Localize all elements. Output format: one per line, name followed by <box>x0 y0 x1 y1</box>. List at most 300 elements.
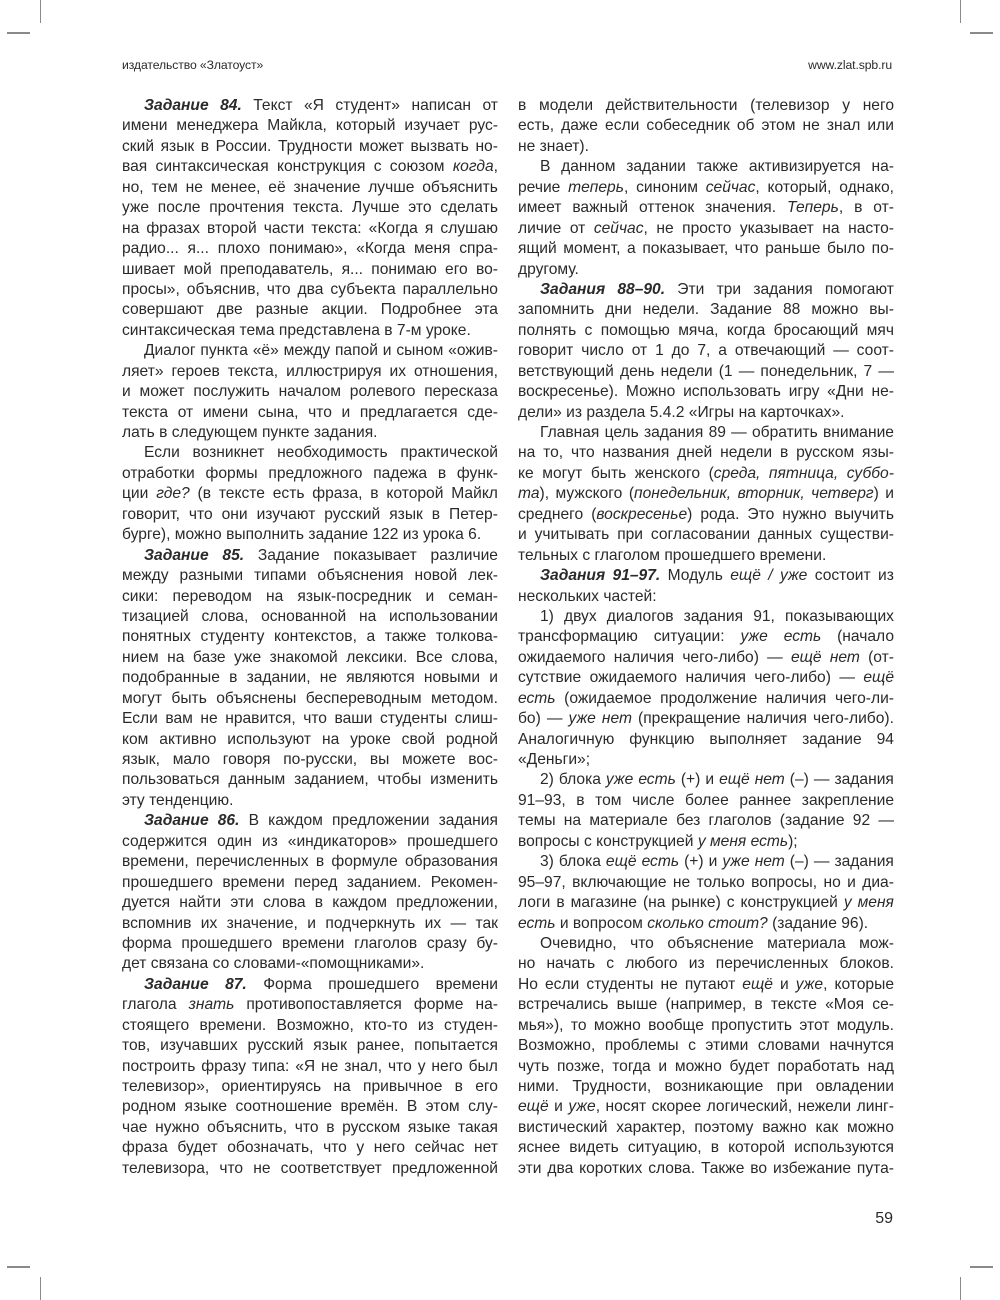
word <box>829 1036 894 1056</box>
body-text: — <box>450 914 467 932</box>
body-text: но <box>518 955 536 973</box>
body-text: игру <box>788 383 820 401</box>
emphasized-text: нет <box>601 710 632 728</box>
word <box>451 914 467 934</box>
body-text: 7-м <box>396 321 422 339</box>
word <box>346 668 414 688</box>
word <box>667 934 753 954</box>
body-text: можно <box>811 301 859 319</box>
text-line <box>122 975 498 995</box>
body-text: материала <box>767 934 846 952</box>
text-line <box>518 96 894 116</box>
word <box>802 791 894 811</box>
body-text: день <box>619 362 655 380</box>
word <box>122 403 168 423</box>
emphasized-text: есть <box>518 914 556 932</box>
body-text: студен- <box>444 1016 498 1034</box>
emphasized-text: нет <box>754 853 785 871</box>
body-text: Эти <box>677 280 705 298</box>
body-text: прошедшего <box>181 934 273 952</box>
body-text: просы», <box>122 280 180 298</box>
body-text: уже <box>234 648 262 666</box>
body-text: вызвать <box>410 137 469 155</box>
body-text: тов, <box>122 1037 151 1055</box>
body-text: я... <box>187 240 209 258</box>
publisher-name: издательство «Златоуст» <box>122 58 264 72</box>
word <box>518 1159 541 1179</box>
word <box>322 300 368 320</box>
body-text: можно <box>593 1016 641 1034</box>
word <box>518 116 554 136</box>
word <box>253 341 279 361</box>
word <box>518 239 557 259</box>
body-text: родном <box>122 1098 177 1116</box>
text-line <box>122 934 498 954</box>
body-text: на- <box>871 158 894 176</box>
word <box>518 219 561 239</box>
body-text: радио... <box>122 240 179 258</box>
body-text: времени. <box>199 1016 267 1034</box>
body-text: наличия <box>613 648 675 666</box>
word <box>767 648 783 668</box>
word <box>518 587 599 607</box>
body-text: стоящего <box>122 1016 190 1034</box>
word <box>518 750 590 770</box>
word <box>540 137 589 157</box>
word <box>468 525 481 545</box>
word <box>867 321 894 341</box>
word <box>685 975 735 995</box>
body-text: сыном <box>396 342 444 360</box>
word <box>315 893 323 913</box>
text-line <box>518 689 894 709</box>
word <box>518 1138 560 1158</box>
word <box>211 178 261 198</box>
word <box>518 341 573 361</box>
body-text: Главная <box>540 424 600 441</box>
word <box>298 280 324 300</box>
word <box>837 1016 894 1036</box>
body-text: язык-посредник <box>297 587 412 605</box>
word <box>230 893 253 913</box>
word <box>122 995 177 1015</box>
word <box>760 403 844 423</box>
word <box>424 668 480 688</box>
word <box>857 1097 894 1117</box>
word <box>717 280 742 300</box>
text-line <box>122 546 498 566</box>
word <box>755 852 785 872</box>
word <box>650 403 685 423</box>
body-text: будет <box>177 1139 218 1157</box>
word <box>262 832 278 852</box>
body-text: В <box>406 1098 418 1116</box>
body-text: и <box>847 873 856 891</box>
body-text: более <box>685 791 729 809</box>
body-text: синоним <box>636 178 698 196</box>
body-text: ); <box>788 832 798 850</box>
body-text: 1 <box>655 342 664 360</box>
body-text: вая <box>122 158 148 176</box>
body-text: «Я <box>303 97 324 114</box>
word <box>697 157 739 177</box>
word <box>357 1036 405 1056</box>
word <box>689 403 734 423</box>
body-text: из <box>688 955 705 973</box>
body-text: лексики. <box>346 648 408 666</box>
word <box>269 239 348 259</box>
word <box>518 668 581 688</box>
word <box>572 873 666 893</box>
emphasized-text: среда, <box>713 464 761 482</box>
body-text: ) <box>873 485 879 503</box>
body-text: необходимость <box>277 444 388 462</box>
body-text: модели <box>538 97 594 114</box>
word <box>635 464 700 484</box>
word <box>193 648 226 668</box>
body-text: запомнить <box>518 301 595 319</box>
word <box>834 770 893 790</box>
body-text: , <box>755 178 760 196</box>
body-text: вы <box>369 751 390 768</box>
word <box>122 607 189 627</box>
body-text: бо) <box>518 710 541 728</box>
body-text: использовать <box>683 383 781 401</box>
text-line <box>518 403 894 423</box>
word <box>625 954 677 974</box>
word <box>122 791 145 811</box>
body-text: конструкцией <box>740 894 838 912</box>
body-text: и <box>708 853 718 871</box>
body-text: лучше <box>368 178 415 196</box>
word <box>556 893 564 913</box>
word <box>518 403 562 423</box>
text-line <box>122 116 498 136</box>
word <box>122 648 159 668</box>
body-text: только <box>696 873 745 891</box>
text-line <box>122 770 498 790</box>
word <box>847 873 856 893</box>
word <box>728 1138 785 1158</box>
text-line <box>122 525 498 545</box>
text-line <box>122 484 498 504</box>
body-text: (в <box>197 485 211 503</box>
word <box>219 1159 243 1179</box>
body-text: пропустить <box>711 1016 793 1034</box>
body-text: что <box>388 1057 412 1075</box>
body-text: активизируется <box>748 158 861 176</box>
body-text: дуется <box>122 894 171 912</box>
body-text: нежели <box>797 1098 852 1116</box>
body-text: на <box>321 730 340 748</box>
word <box>392 1159 498 1179</box>
text-line <box>122 832 498 852</box>
body-text: воскресенье). <box>518 383 619 401</box>
text-line <box>518 975 894 995</box>
body-text: вопросы <box>518 832 580 850</box>
body-text: во- <box>475 260 498 278</box>
word <box>758 525 812 545</box>
word <box>122 832 207 852</box>
body-text: текста: <box>311 219 362 237</box>
word <box>253 96 292 116</box>
emphasized-text: ещё <box>863 669 894 687</box>
word <box>209 198 284 218</box>
word <box>841 914 868 934</box>
word <box>518 1077 559 1097</box>
emphasized-text: теперь <box>568 178 624 196</box>
text-line <box>518 1016 894 1036</box>
body-text: наличия <box>685 669 746 687</box>
word <box>755 770 785 790</box>
text-line <box>122 178 498 198</box>
word <box>122 362 164 382</box>
body-text: и <box>554 1098 563 1116</box>
emphasized-text: Теперь <box>787 199 839 217</box>
text-line <box>518 505 894 525</box>
body-text: логический, <box>706 1098 793 1116</box>
body-text: однако, <box>839 178 894 196</box>
word <box>367 627 376 647</box>
body-text: показывает, <box>642 240 729 258</box>
body-text: ком <box>122 730 149 748</box>
body-text: задания. <box>313 424 378 441</box>
text-column-right <box>518 96 894 1179</box>
body-text: понимаю <box>371 260 437 278</box>
word <box>518 505 583 525</box>
body-text: содержится <box>122 832 208 850</box>
task-heading: Задания <box>540 280 606 298</box>
body-text: проблемы <box>604 1037 679 1055</box>
body-text: ними. <box>518 1078 560 1095</box>
text-line <box>122 668 498 688</box>
word <box>440 198 498 218</box>
word <box>347 873 422 893</box>
body-text: новыми <box>423 669 481 687</box>
word <box>572 1077 651 1097</box>
word <box>321 1057 338 1077</box>
word <box>751 873 817 893</box>
body-text: Возможно, <box>518 1037 596 1055</box>
body-text: (телевизор <box>750 97 830 114</box>
word <box>590 668 678 688</box>
word <box>122 873 213 893</box>
body-text: кто-то <box>364 1016 408 1034</box>
word <box>451 484 498 504</box>
word <box>677 280 704 300</box>
word <box>643 893 665 913</box>
task-heading: Задание <box>144 812 209 830</box>
body-text: коротких <box>579 1159 643 1177</box>
body-text: две <box>216 301 243 319</box>
body-text: магазине <box>570 894 637 912</box>
word <box>295 1118 319 1138</box>
body-text: мало <box>172 751 211 768</box>
body-text: Модуль <box>667 567 723 585</box>
word <box>613 566 661 586</box>
body-text: (1 <box>718 362 733 380</box>
body-text: противопоставляется <box>246 996 402 1014</box>
body-text: практической <box>400 444 498 462</box>
body-text: ориентируясь <box>221 1078 322 1095</box>
text-line <box>122 648 498 668</box>
body-text: не <box>660 975 678 993</box>
body-text: не <box>802 117 820 135</box>
body-text: недели <box>720 444 773 462</box>
body-text: задания <box>834 771 894 789</box>
text-line <box>122 730 498 750</box>
body-text: функцию <box>629 730 695 748</box>
word <box>664 546 755 566</box>
crop-mark-bottom-left-vertical <box>40 1277 41 1300</box>
body-text: написан <box>411 97 471 114</box>
word <box>336 116 396 136</box>
word <box>425 219 433 239</box>
word <box>735 341 825 361</box>
body-text: и <box>885 485 894 503</box>
word <box>839 668 855 688</box>
body-text: понедельник, <box>760 362 858 380</box>
body-text: что <box>303 710 327 728</box>
word <box>827 239 865 259</box>
text-line <box>122 852 498 872</box>
body-text: от <box>177 403 194 421</box>
body-text: возникающие <box>664 1078 764 1095</box>
word <box>705 1036 748 1056</box>
body-text: значения. <box>705 199 777 217</box>
body-text: 7 <box>863 362 873 380</box>
body-text: действительности <box>605 97 738 114</box>
text-line <box>122 157 498 177</box>
word <box>643 300 699 320</box>
body-text: имени <box>202 403 249 421</box>
word <box>314 423 378 443</box>
body-text: не <box>656 219 674 237</box>
word <box>518 1036 595 1056</box>
task-heading: Задание <box>144 97 209 114</box>
word <box>181 934 272 954</box>
word <box>564 689 651 709</box>
text-line <box>518 791 894 811</box>
word <box>324 505 380 525</box>
text-line <box>518 934 894 954</box>
body-text: об <box>736 117 755 135</box>
emphasized-text: ещё <box>518 1098 549 1116</box>
word <box>518 914 555 934</box>
word <box>159 423 167 443</box>
body-text: Это <box>747 505 775 523</box>
paragraph <box>518 566 894 607</box>
text-line <box>122 1138 498 1158</box>
emphasized-text: меня <box>709 832 747 850</box>
body-text: русском <box>342 1118 401 1136</box>
word <box>518 260 579 280</box>
word <box>200 1016 267 1036</box>
word <box>678 321 718 341</box>
paragraph <box>122 443 498 545</box>
body-text: с <box>688 1037 696 1055</box>
body-text: два <box>297 280 324 298</box>
body-text: вос- <box>468 751 498 768</box>
text-line <box>122 607 498 627</box>
body-text: ) <box>687 505 693 523</box>
body-text: на <box>333 1078 351 1095</box>
word <box>735 239 759 259</box>
word <box>122 137 154 157</box>
word <box>571 1016 587 1036</box>
body-text: новой <box>414 567 458 585</box>
word <box>762 1118 807 1138</box>
body-text: урока <box>423 526 464 544</box>
body-text: со <box>212 955 230 973</box>
word <box>207 1118 287 1138</box>
word <box>384 321 392 341</box>
body-text: — <box>839 669 855 687</box>
publisher-website[interactable]: www.zlat.spb.ru <box>808 58 892 72</box>
body-text: их <box>424 914 442 932</box>
body-text: когда <box>726 321 766 339</box>
body-text: ( <box>708 464 714 482</box>
word <box>253 1159 270 1179</box>
word <box>151 178 177 198</box>
body-text: в <box>710 1139 719 1157</box>
body-text: изменить <box>430 771 498 789</box>
body-text: Трудности <box>277 137 353 155</box>
crop-mark-bottom-right-vertical <box>960 1277 961 1300</box>
text-line <box>122 280 498 300</box>
word <box>196 852 309 872</box>
body-text: было <box>826 240 866 258</box>
body-text: Все <box>415 648 443 666</box>
body-text: изучавших <box>160 1037 238 1055</box>
body-text: «индикаторов» <box>287 832 398 850</box>
word <box>540 423 599 443</box>
word <box>857 1159 894 1179</box>
word <box>709 730 787 750</box>
body-text: «Моя <box>825 996 865 1014</box>
word <box>474 1138 498 1158</box>
body-text: рынке) <box>671 894 721 912</box>
word <box>863 96 894 116</box>
paragraph <box>518 280 894 423</box>
text-line <box>122 1118 498 1138</box>
word <box>727 893 735 913</box>
word <box>545 975 579 995</box>
word <box>864 362 873 382</box>
word <box>356 239 405 259</box>
word <box>468 566 498 586</box>
body-text: имени <box>122 117 168 135</box>
word <box>518 525 527 545</box>
word <box>389 505 423 525</box>
emphasized-text: есть <box>638 771 676 789</box>
word <box>227 730 311 750</box>
word <box>453 157 498 177</box>
body-text: синтаксическая <box>122 321 236 339</box>
emphasized-text: уже <box>795 975 824 993</box>
word <box>825 280 894 300</box>
word <box>201 627 265 647</box>
text-line <box>122 96 498 116</box>
body-text: нужно <box>782 505 827 523</box>
body-text: эту <box>122 791 145 809</box>
word <box>761 116 795 136</box>
word <box>741 893 838 913</box>
body-text: при <box>776 1078 803 1095</box>
word <box>303 709 327 729</box>
word <box>518 443 535 463</box>
word <box>270 648 338 668</box>
